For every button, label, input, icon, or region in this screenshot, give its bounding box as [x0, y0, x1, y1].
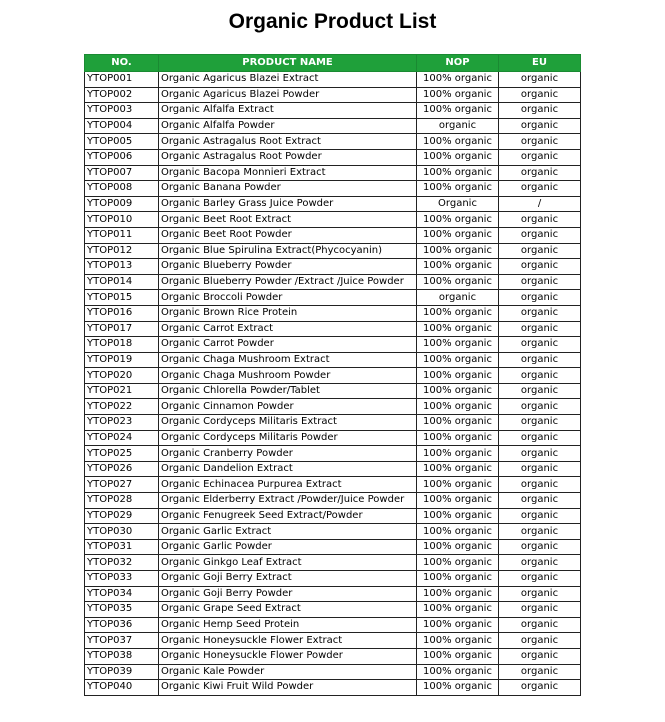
product-name-cell: Organic Bacopa Monnieri Extract	[159, 165, 417, 181]
nop-status-cell: 100% organic	[417, 508, 499, 524]
table-row	[85, 72, 581, 88]
nop-status-cell: 100% organic	[417, 586, 499, 602]
table-row	[85, 602, 581, 618]
eu-status-cell: organic	[499, 274, 581, 290]
product-name-cell: Organic Ginkgo Leaf Extract	[159, 555, 417, 571]
product-number-cell: YTOP013	[85, 259, 159, 275]
product-number-cell: YTOP036	[85, 617, 159, 633]
product-name-cell: Organic Astragalus Root Extract	[159, 134, 417, 150]
table-row	[85, 227, 581, 243]
product-name-cell: Organic Agaricus Blazei Extract	[159, 72, 417, 88]
eu-status-cell: organic	[499, 368, 581, 384]
product-number-cell: YTOP011	[85, 227, 159, 243]
nop-status-cell: 100% organic	[417, 383, 499, 399]
product-number-cell: YTOP029	[85, 508, 159, 524]
product-name-cell: Organic Astragalus Root Powder	[159, 149, 417, 165]
table-row	[85, 415, 581, 431]
nop-status-cell: 100% organic	[417, 305, 499, 321]
column-header-nop: NOP	[417, 55, 499, 72]
product-name-cell: Organic Alfalfa Powder	[159, 118, 417, 134]
eu-status-cell: organic	[499, 290, 581, 306]
nop-status-cell: 100% organic	[417, 259, 499, 275]
eu-status-cell: organic	[499, 399, 581, 415]
eu-status-cell: organic	[499, 72, 581, 88]
eu-status-cell: organic	[499, 477, 581, 493]
table-row	[85, 383, 581, 399]
product-number-cell: YTOP004	[85, 118, 159, 134]
table-row	[85, 493, 581, 509]
eu-status-cell: organic	[499, 508, 581, 524]
nop-status-cell: 100% organic	[417, 72, 499, 88]
product-name-cell: Organic Barley Grass Juice Powder	[159, 196, 417, 212]
nop-status-cell: 100% organic	[417, 212, 499, 228]
eu-status-cell: organic	[499, 571, 581, 587]
eu-status-cell: organic	[499, 321, 581, 337]
nop-status-cell: 100% organic	[417, 680, 499, 696]
table-body	[85, 72, 581, 696]
product-name-cell: Organic Blueberry Powder /Extract /Juice Powder	[159, 274, 417, 290]
product-name-cell: Organic Chaga Mushroom Extract	[159, 352, 417, 368]
product-number-cell: YTOP009	[85, 196, 159, 212]
product-name-cell: Organic Banana Powder	[159, 181, 417, 197]
eu-status-cell: organic	[499, 648, 581, 664]
product-name-cell: Organic Brown Rice Protein	[159, 305, 417, 321]
product-number-cell: YTOP017	[85, 321, 159, 337]
nop-status-cell: 100% organic	[417, 602, 499, 618]
eu-status-cell: organic	[499, 602, 581, 618]
nop-status-cell: 100% organic	[417, 446, 499, 462]
product-name-cell: Organic Beet Root Powder	[159, 227, 417, 243]
nop-status-cell: 100% organic	[417, 243, 499, 259]
product-name-cell: Organic Kiwi Fruit Wild Powder	[159, 680, 417, 696]
nop-status-cell: 100% organic	[417, 103, 499, 119]
table-row	[85, 305, 581, 321]
table-row	[85, 680, 581, 696]
eu-status-cell: organic	[499, 415, 581, 431]
eu-status-cell: organic	[499, 165, 581, 181]
product-number-cell: YTOP035	[85, 602, 159, 618]
table-header-row	[85, 55, 581, 72]
nop-status-cell: 100% organic	[417, 430, 499, 446]
table-row	[85, 181, 581, 197]
product-name-cell: Organic Dandelion Extract	[159, 461, 417, 477]
table-row	[85, 461, 581, 477]
nop-status-cell: organic	[417, 290, 499, 306]
nop-status-cell: 100% organic	[417, 399, 499, 415]
column-header-product-name: PRODUCT NAME	[159, 55, 417, 72]
product-number-cell: YTOP018	[85, 337, 159, 353]
table-row	[85, 149, 581, 165]
product-number-cell: YTOP027	[85, 477, 159, 493]
product-name-cell: Organic Echinacea Purpurea Extract	[159, 477, 417, 493]
nop-status-cell: 100% organic	[417, 321, 499, 337]
eu-status-cell: organic	[499, 524, 581, 540]
product-number-cell: YTOP034	[85, 586, 159, 602]
eu-status-cell: organic	[499, 430, 581, 446]
eu-status-cell: organic	[499, 212, 581, 228]
eu-status-cell: organic	[499, 493, 581, 509]
product-number-cell: YTOP024	[85, 430, 159, 446]
product-name-cell: Organic Elderberry Extract /Powder/Juice Powder	[159, 493, 417, 509]
table-row	[85, 134, 581, 150]
product-number-cell: YTOP032	[85, 555, 159, 571]
product-number-cell: YTOP022	[85, 399, 159, 415]
product-number-cell: YTOP030	[85, 524, 159, 540]
product-number-cell: YTOP007	[85, 165, 159, 181]
table-row	[85, 212, 581, 228]
table-row	[85, 368, 581, 384]
eu-status-cell: organic	[499, 555, 581, 571]
table-row	[85, 555, 581, 571]
nop-status-cell: 100% organic	[417, 555, 499, 571]
product-table	[84, 54, 581, 696]
product-number-cell: YTOP037	[85, 633, 159, 649]
table-row	[85, 352, 581, 368]
product-number-cell: YTOP005	[85, 134, 159, 150]
nop-status-cell: 100% organic	[417, 524, 499, 540]
table-row	[85, 508, 581, 524]
nop-status-cell: 100% organic	[417, 274, 499, 290]
nop-status-cell: 100% organic	[417, 181, 499, 197]
product-name-cell: Organic Goji Berry Powder	[159, 586, 417, 602]
eu-status-cell: organic	[499, 680, 581, 696]
product-name-cell: Organic Cranberry Powder	[159, 446, 417, 462]
product-number-cell: YTOP026	[85, 461, 159, 477]
product-name-cell: Organic Carrot Extract	[159, 321, 417, 337]
eu-status-cell: organic	[499, 633, 581, 649]
table-row	[85, 524, 581, 540]
product-number-cell: YTOP002	[85, 87, 159, 103]
table-row	[85, 399, 581, 415]
table-row	[85, 259, 581, 275]
product-name-cell: Organic Chlorella Powder/Tablet	[159, 383, 417, 399]
eu-status-cell: organic	[499, 617, 581, 633]
product-number-cell: YTOP001	[85, 72, 159, 88]
eu-status-cell: organic	[499, 337, 581, 353]
table-row	[85, 165, 581, 181]
table-row	[85, 430, 581, 446]
table-row	[85, 571, 581, 587]
nop-status-cell: Organic	[417, 196, 499, 212]
eu-status-cell: organic	[499, 149, 581, 165]
table-row	[85, 539, 581, 555]
eu-status-cell: organic	[499, 539, 581, 555]
product-number-cell: YTOP039	[85, 664, 159, 680]
nop-status-cell: 100% organic	[417, 461, 499, 477]
product-name-cell: Organic Beet Root Extract	[159, 212, 417, 228]
table-row	[85, 321, 581, 337]
nop-status-cell: 100% organic	[417, 87, 499, 103]
product-number-cell: YTOP028	[85, 493, 159, 509]
nop-status-cell: 100% organic	[417, 165, 499, 181]
nop-status-cell: 100% organic	[417, 368, 499, 384]
table-row	[85, 586, 581, 602]
nop-status-cell: 100% organic	[417, 415, 499, 431]
product-name-cell: Organic Carrot Powder	[159, 337, 417, 353]
nop-status-cell: 100% organic	[417, 352, 499, 368]
eu-status-cell: organic	[499, 227, 581, 243]
product-name-cell: Organic Grape Seed Extract	[159, 602, 417, 618]
product-number-cell: YTOP003	[85, 103, 159, 119]
nop-status-cell: 100% organic	[417, 337, 499, 353]
product-name-cell: Organic Honeysuckle Flower Extract	[159, 633, 417, 649]
column-header-no: NO.	[85, 55, 159, 72]
product-name-cell: Organic Fenugreek Seed Extract/Powder	[159, 508, 417, 524]
nop-status-cell: 100% organic	[417, 539, 499, 555]
product-name-cell: Organic Garlic Extract	[159, 524, 417, 540]
eu-status-cell: organic	[499, 259, 581, 275]
table-row	[85, 196, 581, 212]
eu-status-cell: organic	[499, 305, 581, 321]
product-name-cell: Organic Blue Spirulina Extract(Phycocyanin)	[159, 243, 417, 259]
eu-status-cell: organic	[499, 118, 581, 134]
product-name-cell: Organic Cinnamon Powder	[159, 399, 417, 415]
product-name-cell: Organic Blueberry Powder	[159, 259, 417, 275]
table-row	[85, 87, 581, 103]
nop-status-cell: 100% organic	[417, 477, 499, 493]
nop-status-cell: 100% organic	[417, 664, 499, 680]
product-number-cell: YTOP012	[85, 243, 159, 259]
product-name-cell: Organic Kale Powder	[159, 664, 417, 680]
eu-status-cell: organic	[499, 586, 581, 602]
table-row	[85, 446, 581, 462]
product-name-cell: Organic Cordyceps Militaris Powder	[159, 430, 417, 446]
nop-status-cell: 100% organic	[417, 227, 499, 243]
product-number-cell: YTOP031	[85, 539, 159, 555]
table-row	[85, 617, 581, 633]
nop-status-cell: 100% organic	[417, 149, 499, 165]
product-number-cell: YTOP015	[85, 290, 159, 306]
product-number-cell: YTOP020	[85, 368, 159, 384]
nop-status-cell: 100% organic	[417, 633, 499, 649]
product-name-cell: Organic Cordyceps Militaris Extract	[159, 415, 417, 431]
product-name-cell: Organic Alfalfa Extract	[159, 103, 417, 119]
table-row	[85, 633, 581, 649]
product-number-cell: YTOP021	[85, 383, 159, 399]
table-row	[85, 118, 581, 134]
nop-status-cell: 100% organic	[417, 617, 499, 633]
product-number-cell: YTOP023	[85, 415, 159, 431]
product-number-cell: YTOP006	[85, 149, 159, 165]
product-number-cell: YTOP025	[85, 446, 159, 462]
product-number-cell: YTOP019	[85, 352, 159, 368]
product-name-cell: Organic Agaricus Blazei Powder	[159, 87, 417, 103]
table-row	[85, 477, 581, 493]
product-name-cell: Organic Hemp Seed Protein	[159, 617, 417, 633]
eu-status-cell: organic	[499, 446, 581, 462]
table-row	[85, 290, 581, 306]
product-name-cell: Organic Broccoli Powder	[159, 290, 417, 306]
column-header-eu: EU	[499, 55, 581, 72]
page-title: Organic Product List	[228, 10, 437, 33]
nop-status-cell: 100% organic	[417, 134, 499, 150]
product-name-cell: Organic Garlic Powder	[159, 539, 417, 555]
nop-status-cell: 100% organic	[417, 493, 499, 509]
product-number-cell: YTOP038	[85, 648, 159, 664]
table-row	[85, 648, 581, 664]
product-number-cell: YTOP008	[85, 181, 159, 197]
product-number-cell: YTOP040	[85, 680, 159, 696]
product-number-cell: YTOP014	[85, 274, 159, 290]
nop-status-cell: 100% organic	[417, 571, 499, 587]
table-row	[85, 337, 581, 353]
eu-status-cell: organic	[499, 134, 581, 150]
table-row	[85, 243, 581, 259]
table-row	[85, 103, 581, 119]
eu-status-cell: /	[499, 196, 581, 212]
product-number-cell: YTOP010	[85, 212, 159, 228]
product-name-cell: Organic Chaga Mushroom Powder	[159, 368, 417, 384]
nop-status-cell: 100% organic	[417, 648, 499, 664]
nop-status-cell: organic	[417, 118, 499, 134]
product-name-cell: Organic Honeysuckle Flower Powder	[159, 648, 417, 664]
eu-status-cell: organic	[499, 461, 581, 477]
eu-status-cell: organic	[499, 181, 581, 197]
eu-status-cell: organic	[499, 87, 581, 103]
product-number-cell: YTOP033	[85, 571, 159, 587]
table-row	[85, 664, 581, 680]
eu-status-cell: organic	[499, 664, 581, 680]
product-number-cell: YTOP016	[85, 305, 159, 321]
eu-status-cell: organic	[499, 352, 581, 368]
product-name-cell: Organic Goji Berry Extract	[159, 571, 417, 587]
eu-status-cell: organic	[499, 383, 581, 399]
eu-status-cell: organic	[499, 243, 581, 259]
table-row	[85, 274, 581, 290]
eu-status-cell: organic	[499, 103, 581, 119]
